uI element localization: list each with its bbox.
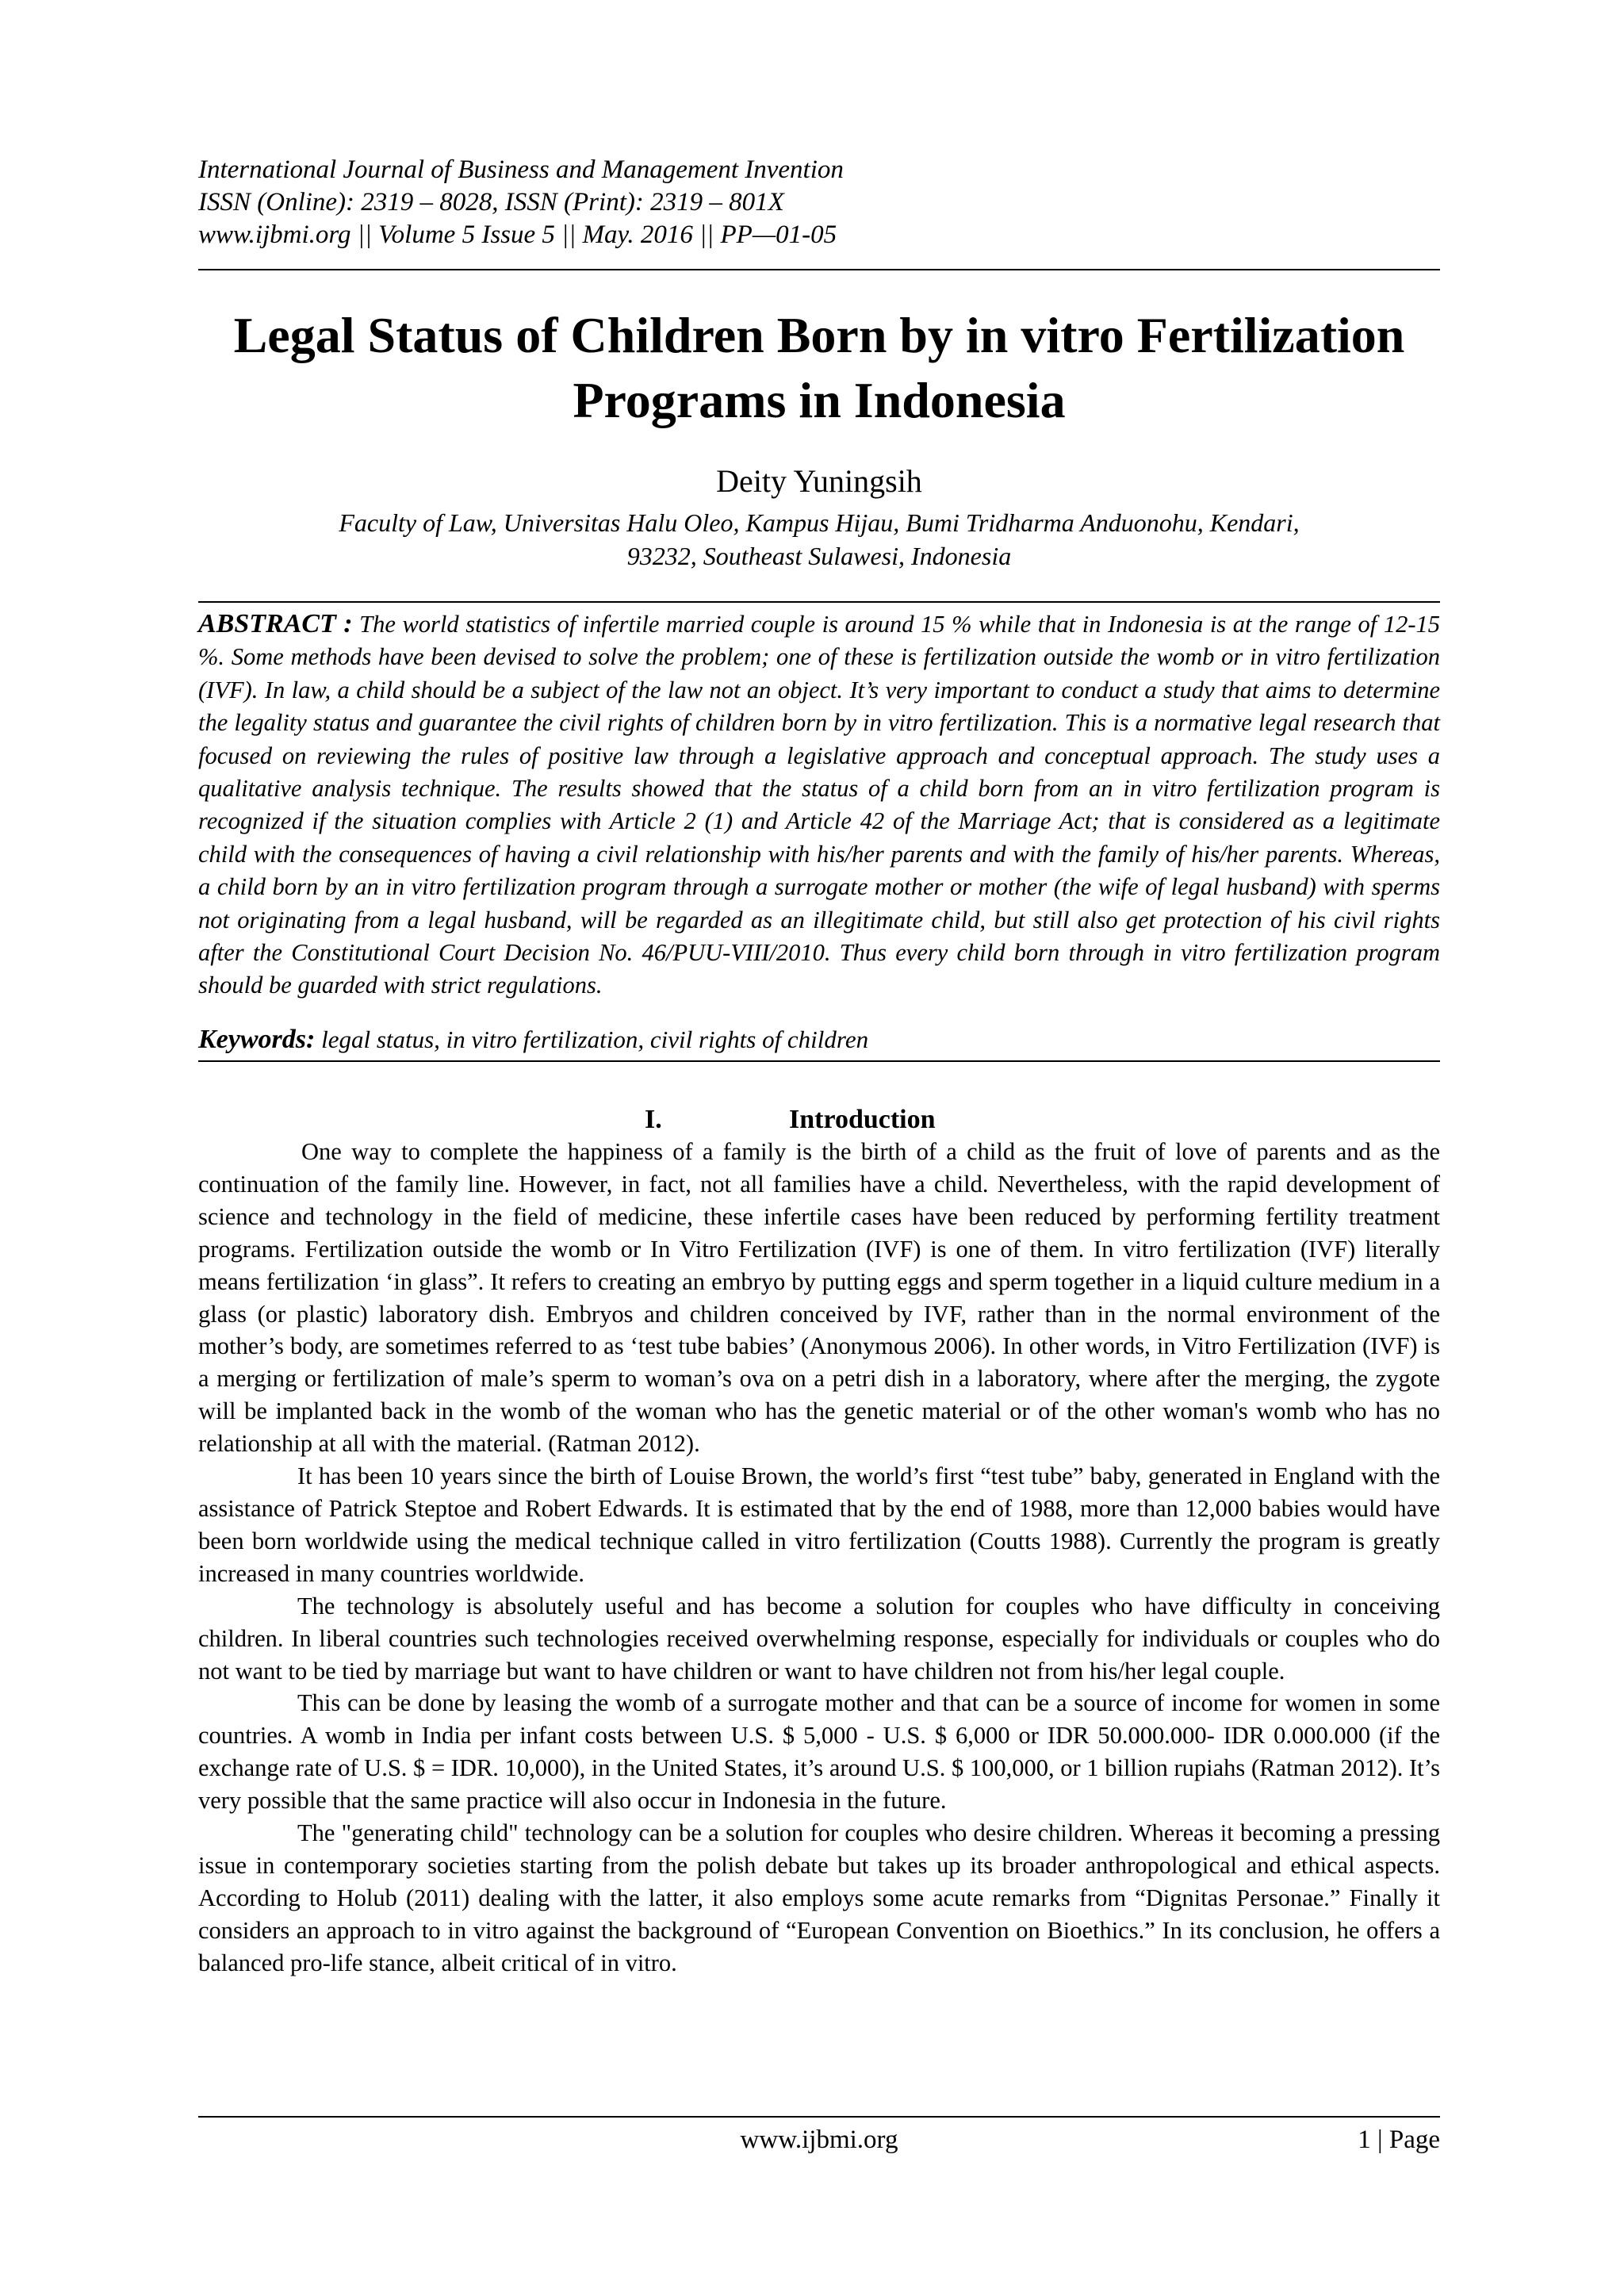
abstract-top-rule	[198, 601, 1440, 603]
title-line-1: Legal Status of Children Born by in vitro Fertilization	[233, 307, 1405, 363]
journal-volume: www.ijbmi.org || Volume 5 Issue 5 || May. 2016 || PP—01-05	[198, 220, 837, 249]
paragraph: The "generating child" technology can be a solution for couples who desire children. Whereas it becoming a pressing issue in contemporary societies starting from the polish debate but takes up its broader anthropological and ethical aspects. According to Holub (2011) dealing with the latter, it also employs some acute remarks from “Dignitas Personae.” Finally it considers an approach to in vitro against the background of “European Convention on Bioethics.” In its conclusion, he offers a balanced pro-life stance, albeit critical of in vitro.	[198, 1819, 1440, 1976]
abstract-bottom-rule	[198, 1060, 1440, 1062]
section-number: I.	[645, 1105, 662, 1134]
footer-rule	[198, 2116, 1440, 2118]
paper-page	[198, 0, 1440, 2296]
abstract-text: The world statistics of infertile married couple is around 15 % while that in Indonesia is at the range of 12-15 %. Some methods have been devised to solve the problem; one of these is fertilization outside the womb or in vitro fertilization (IVF). In law, a child should be a subject of the law not an object. It’s very important to conduct a study that aims to determine the legality status and guarantee the civil rights of children born by in vitro fertilization. This is a normative legal research that focused on reviewing the rules of positive law through a legislative approach and conceptual approach. The study uses a qualitative analysis technique. The results showed that the status of a child born from an in vitro fertilization program is recognized if the situation complies with Article 2 (1) and Article 42 of the Marriage Act; that is considered as a legitimate child with the consequences of having a civil relationship with his/her parents and with the family of his/her parents. Whereas, a child born by an in vitro fertilization program through a surrogate mother or mother (the wife of legal husband) with sperms not originating from a legal husband, will be regarded as an illegitimate child, but still also get protection of his civil rights after the Constitutional Court Decision No. 46/PUU-VIII/2010. Thus every child born through in vitro fertilization program should be guarded with strict regulations.	[198, 611, 1440, 999]
journal-name: International Journal of Business and Management Invention	[198, 155, 844, 184]
paragraph: The technology is absolutely useful and has become a solution for couples who have difficulty in conceiving children. In liberal countries such technologies received overwhelming response, especially for individuals or couples who do not want to be tied by marriage but want to have children or want to have children not from his/her legal couple.	[198, 1592, 1440, 1685]
abstract-label: ABSTRACT :	[198, 609, 353, 638]
paper-title	[198, 303, 1440, 433]
author-affiliation	[198, 506, 1440, 573]
footer-url: www.ijbmi.org	[740, 2125, 898, 2154]
journal-issn: ISSN (Online): 2319 – 8028, ISSN (Print): 2319 – 801X	[198, 188, 784, 217]
paragraph: One way to complete the happiness of a family is the birth of a child as the fruit of love of parents and as the continuation of the family line. However, in fact, not all families have a child. Nevertheless, with the rapid development of science and technology in the field of medicine, these infertile cases have been reduced by performing fertility treatment programs. Fertilization outside the womb or In Vitro Fertilization (IVF) is one of them. In vitro fertilization (IVF) literally means fertilization ‘in glass”. It refers to creating an embryo by putting eggs and sperm together in a liquid culture medium in a glass (or plastic) laboratory dish. Embryos and children conceived by IVF, rather than in the normal environment of the mother’s body, are sometimes referred to as ‘test tube babies’ (Anonymous 2006). In other words, in Vitro Fertilization (IVF) is a merging or fertilization of male’s sperm to woman’s ova on a petri dish in a laboratory, where after the merging, the zygote will be implanted back in the womb of the woman who has the genetic material or of the other woman's womb who has no relationship at all with the material. (Ratman 2012).	[198, 1138, 1440, 1458]
paragraph: It has been 10 years since the birth of Louise Brown, the world’s first “test tube” baby, generated in England with the assistance of Patrick Steptoe and Robert Edwards. It is estimated that by the end of 1988, more than 12,000 babies would have been born worldwide using the medical technique called in vitro fertilization (Coutts 1988). Currently the program is greatly increased in many countries worldwide.	[198, 1462, 1440, 1587]
page-number: 1 | Page	[1358, 2125, 1440, 2154]
keywords-text: legal status, in vitro fertilization, civil rights of children	[321, 1025, 869, 1053]
keywords	[198, 1024, 1440, 1056]
abstract	[198, 608, 1440, 1002]
body-text	[198, 1136, 1440, 1980]
title-line-2: Programs in Indonesia	[573, 372, 1066, 428]
journal-header	[198, 154, 1440, 251]
author-name: Deity Yuningsih	[716, 463, 922, 499]
paragraph: This can be done by leasing the womb of a surrogate mother and that can be a source of income for women in some countries. A womb in India per infant costs between U.S. $ 5,000 - U.S. $ 6,000 or IDR 50.000.000- IDR 0.000.000 (if the exchange rate of U.S. $ = IDR. 10,000), in the United States, it’s around U.S. $ 100,000, or 1 billion rupiahs (Ratman 2012). It’s very possible that the same practice will also occur in Indonesia in the future.	[198, 1689, 1440, 1815]
keywords-label: Keywords:	[198, 1025, 316, 1054]
section-title: Introduction	[789, 1105, 936, 1134]
affiliation-line-1: Faculty of Law, Universitas Halu Oleo, Kampus Hijau, Bumi Tridharma Anduonohu, Kendari,	[339, 508, 1300, 537]
affiliation-line-2: 93232, Southeast Sulawesi, Indonesia	[626, 542, 1012, 570]
header-rule	[198, 269, 1440, 270]
